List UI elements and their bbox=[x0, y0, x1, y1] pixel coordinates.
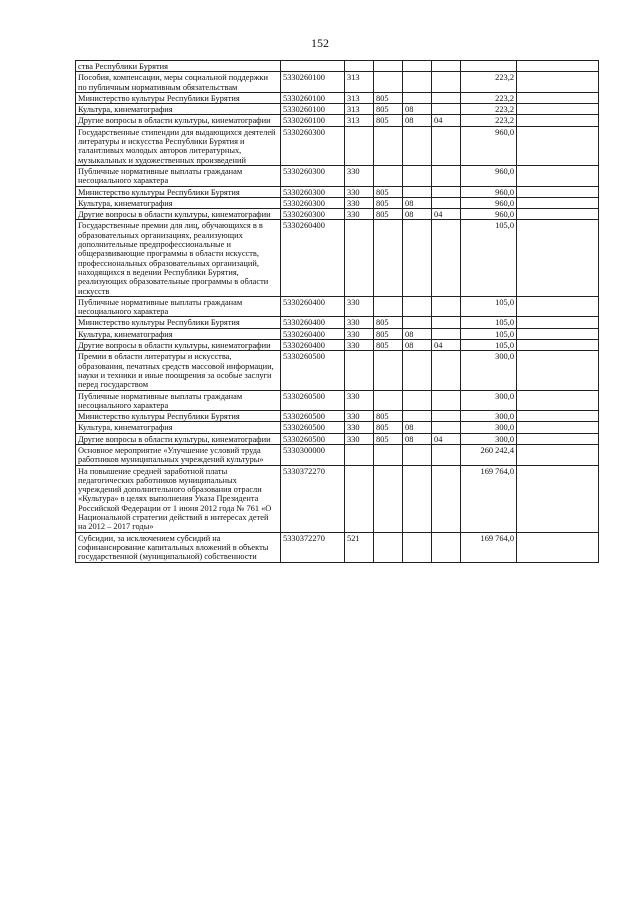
row-ministry-cell: 805 bbox=[374, 340, 403, 351]
row-amount-cell: 960,0 bbox=[461, 186, 517, 197]
row-subsection-cell bbox=[432, 444, 461, 465]
row-subsection-cell bbox=[432, 351, 461, 390]
row-subsection-cell bbox=[432, 296, 461, 317]
table-row bbox=[76, 72, 599, 93]
row-extra-cell bbox=[517, 61, 599, 72]
row-code-cell: 5330260100 bbox=[281, 72, 345, 93]
row-name-cell: ства Республики Бурятия bbox=[76, 61, 281, 72]
table-row bbox=[76, 411, 599, 422]
row-ministry-cell: 805 bbox=[374, 92, 403, 103]
table-row bbox=[76, 61, 599, 72]
table-row bbox=[76, 351, 599, 390]
row-subsection-cell bbox=[432, 317, 461, 328]
row-amount-cell: 169 764,0 bbox=[461, 532, 517, 562]
row-ministry-cell bbox=[374, 296, 403, 317]
row-code-cell: 5330260500 bbox=[281, 433, 345, 444]
row-amount-cell: 223,2 bbox=[461, 104, 517, 115]
row-expense-type-cell: 330 bbox=[345, 197, 374, 208]
row-expense-type-cell: 330 bbox=[345, 209, 374, 220]
row-code-cell bbox=[281, 61, 345, 72]
row-code-cell: 5330260300 bbox=[281, 209, 345, 220]
row-extra-cell bbox=[517, 209, 599, 220]
row-code-cell: 5330260400 bbox=[281, 340, 345, 351]
row-subsection-cell: 04 bbox=[432, 340, 461, 351]
row-code-cell: 5330300000 bbox=[281, 444, 345, 465]
row-ministry-cell bbox=[374, 61, 403, 72]
row-section-cell: 08 bbox=[403, 115, 432, 126]
row-name-cell: Государственные стипендии для выдающихся деятелей литературы и искусства Республики Бурятия и талантливых молодых авторов литературных, музыкальных и художественных произведений bbox=[76, 126, 281, 165]
row-amount-cell: 105,0 bbox=[461, 296, 517, 317]
row-code-cell: 5330260300 bbox=[281, 165, 345, 186]
row-code-cell: 5330260100 bbox=[281, 92, 345, 103]
row-expense-type-cell: 330 bbox=[345, 165, 374, 186]
row-ministry-cell: 805 bbox=[374, 433, 403, 444]
row-extra-cell bbox=[517, 220, 599, 296]
row-ministry-cell bbox=[374, 465, 403, 532]
row-ministry-cell: 805 bbox=[374, 411, 403, 422]
row-section-cell bbox=[403, 61, 432, 72]
row-extra-cell bbox=[517, 197, 599, 208]
row-code-cell: 5330260400 bbox=[281, 296, 345, 317]
row-amount-cell: 960,0 bbox=[461, 197, 517, 208]
row-subsection-cell bbox=[432, 220, 461, 296]
row-ministry-cell: 805 bbox=[374, 328, 403, 339]
row-subsection-cell: 04 bbox=[432, 209, 461, 220]
row-extra-cell bbox=[517, 433, 599, 444]
row-section-cell bbox=[403, 186, 432, 197]
row-subsection-cell bbox=[432, 532, 461, 562]
row-expense-type-cell bbox=[345, 61, 374, 72]
row-extra-cell bbox=[517, 115, 599, 126]
row-expense-type-cell: 313 bbox=[345, 92, 374, 103]
row-name-cell: Культура, кинематография bbox=[76, 104, 281, 115]
row-section-cell: 08 bbox=[403, 328, 432, 339]
row-name-cell: Министерство культуры Республики Бурятия bbox=[76, 92, 281, 103]
row-section-cell bbox=[403, 296, 432, 317]
row-section-cell bbox=[403, 532, 432, 562]
row-extra-cell bbox=[517, 104, 599, 115]
row-ministry-cell bbox=[374, 165, 403, 186]
row-name-cell: Другие вопросы в области культуры, кинематографии bbox=[76, 115, 281, 126]
row-amount-cell: 960,0 bbox=[461, 165, 517, 186]
row-extra-cell bbox=[517, 126, 599, 165]
row-amount-cell: 105,0 bbox=[461, 317, 517, 328]
row-name-cell: Премии в области литературы и искусства, образования, печатных средств массовой информации, науки и техники и иные поощрения за особые заслуги перед государством bbox=[76, 351, 281, 390]
row-section-cell: 08 bbox=[403, 433, 432, 444]
row-name-cell: Министерство культуры Республики Бурятия bbox=[76, 411, 281, 422]
row-section-cell: 08 bbox=[403, 340, 432, 351]
row-expense-type-cell: 313 bbox=[345, 72, 374, 93]
row-section-cell bbox=[403, 220, 432, 296]
row-name-cell: Публичные нормативные выплаты гражданам несоциального характера bbox=[76, 165, 281, 186]
row-section-cell bbox=[403, 92, 432, 103]
table-row bbox=[76, 532, 599, 562]
row-amount-cell: 105,0 bbox=[461, 220, 517, 296]
row-section-cell bbox=[403, 465, 432, 532]
row-ministry-cell bbox=[374, 126, 403, 165]
row-expense-type-cell bbox=[345, 220, 374, 296]
row-extra-cell bbox=[517, 465, 599, 532]
row-ministry-cell bbox=[374, 72, 403, 93]
table-row bbox=[76, 340, 599, 351]
row-extra-cell bbox=[517, 444, 599, 465]
row-section-cell bbox=[403, 72, 432, 93]
row-section-cell bbox=[403, 390, 432, 411]
row-name-cell: Культура, кинематография bbox=[76, 197, 281, 208]
row-name-cell: Другие вопросы в области культуры, кинематографии bbox=[76, 209, 281, 220]
row-ministry-cell bbox=[374, 532, 403, 562]
row-subsection-cell bbox=[432, 72, 461, 93]
row-expense-type-cell: 330 bbox=[345, 422, 374, 433]
row-subsection-cell bbox=[432, 61, 461, 72]
row-expense-type-cell: 330 bbox=[345, 328, 374, 339]
row-section-cell: 08 bbox=[403, 104, 432, 115]
table-row bbox=[76, 465, 599, 532]
row-section-cell bbox=[403, 165, 432, 186]
row-ministry-cell: 805 bbox=[374, 209, 403, 220]
row-name-cell: Культура, кинематография bbox=[76, 422, 281, 433]
row-extra-cell bbox=[517, 532, 599, 562]
row-name-cell: Субсидии, за исключением субсидий на софинансирование капитальных вложений в объекты государственной (муниципальной) собственности bbox=[76, 532, 281, 562]
row-amount-cell: 105,0 bbox=[461, 340, 517, 351]
row-amount-cell: 300,0 bbox=[461, 351, 517, 390]
row-subsection-cell bbox=[432, 422, 461, 433]
row-code-cell: 5330260100 bbox=[281, 104, 345, 115]
row-name-cell: Публичные нормативные выплаты гражданам несоциального характера bbox=[76, 296, 281, 317]
row-extra-cell bbox=[517, 422, 599, 433]
table-row bbox=[76, 186, 599, 197]
row-section-cell bbox=[403, 126, 432, 165]
row-ministry-cell bbox=[374, 351, 403, 390]
row-expense-type-cell: 330 bbox=[345, 296, 374, 317]
row-subsection-cell bbox=[432, 104, 461, 115]
row-subsection-cell bbox=[432, 328, 461, 339]
row-ministry-cell: 805 bbox=[374, 197, 403, 208]
row-name-cell: Другие вопросы в области культуры, кинематографии bbox=[76, 433, 281, 444]
row-code-cell: 5330260400 bbox=[281, 328, 345, 339]
row-section-cell: 08 bbox=[403, 422, 432, 433]
table-row bbox=[76, 317, 599, 328]
row-name-cell: Основное мероприятие «Улучшение условий труда работников муниципальных учреждений культуры» bbox=[76, 444, 281, 465]
table-body bbox=[76, 61, 599, 563]
page-number: 152 bbox=[311, 36, 329, 50]
row-ministry-cell bbox=[374, 390, 403, 411]
row-expense-type-cell: 313 bbox=[345, 115, 374, 126]
table-row bbox=[76, 422, 599, 433]
table-row bbox=[76, 390, 599, 411]
table-row bbox=[76, 165, 599, 186]
row-extra-cell bbox=[517, 72, 599, 93]
row-expense-type-cell: 330 bbox=[345, 317, 374, 328]
row-name-cell: Публичные нормативные выплаты гражданам несоциального характера bbox=[76, 390, 281, 411]
row-section-cell bbox=[403, 351, 432, 390]
row-expense-type-cell: 313 bbox=[345, 104, 374, 115]
table-row bbox=[76, 92, 599, 103]
row-subsection-cell bbox=[432, 411, 461, 422]
row-amount-cell: 169 764,0 bbox=[461, 465, 517, 532]
row-extra-cell bbox=[517, 390, 599, 411]
row-amount-cell: 300,0 bbox=[461, 422, 517, 433]
row-amount-cell: 960,0 bbox=[461, 126, 517, 165]
row-amount-cell: 223,2 bbox=[461, 115, 517, 126]
row-amount-cell: 223,2 bbox=[461, 72, 517, 93]
row-extra-cell bbox=[517, 186, 599, 197]
row-section-cell bbox=[403, 317, 432, 328]
table-row bbox=[76, 115, 599, 126]
row-expense-type-cell bbox=[345, 465, 374, 532]
row-expense-type-cell: 330 bbox=[345, 433, 374, 444]
row-name-cell: Другие вопросы в области культуры, кинематографии bbox=[76, 340, 281, 351]
row-code-cell: 5330260300 bbox=[281, 186, 345, 197]
row-expense-type-cell: 330 bbox=[345, 340, 374, 351]
row-name-cell: Министерство культуры Республики Бурятия bbox=[76, 186, 281, 197]
row-expense-type-cell: 330 bbox=[345, 390, 374, 411]
row-subsection-cell bbox=[432, 465, 461, 532]
row-amount-cell: 260 242,4 bbox=[461, 444, 517, 465]
row-ministry-cell bbox=[374, 444, 403, 465]
row-subsection-cell bbox=[432, 126, 461, 165]
row-subsection-cell bbox=[432, 165, 461, 186]
row-extra-cell bbox=[517, 411, 599, 422]
row-ministry-cell: 805 bbox=[374, 186, 403, 197]
row-expense-type-cell bbox=[345, 351, 374, 390]
row-ministry-cell: 805 bbox=[374, 104, 403, 115]
row-extra-cell bbox=[517, 296, 599, 317]
table-row bbox=[76, 104, 599, 115]
row-code-cell: 5330260100 bbox=[281, 115, 345, 126]
row-subsection-cell bbox=[432, 186, 461, 197]
row-code-cell: 5330260500 bbox=[281, 411, 345, 422]
row-extra-cell bbox=[517, 351, 599, 390]
row-expense-type-cell: 330 bbox=[345, 411, 374, 422]
row-name-cell: На повышение средней заработной платы педагогических работников муниципальных учреждений дополнительного образования отрасли «Культура» в целях выполнения Указа Президента Российской Федерации от 1 июня 2012 года № 761 «О Национальной стратегии действий в интересах детей на 2012 – 2017 годы» bbox=[76, 465, 281, 532]
row-section-cell bbox=[403, 444, 432, 465]
row-name-cell: Культура, кинематография bbox=[76, 328, 281, 339]
table-row bbox=[76, 444, 599, 465]
row-section-cell: 08 bbox=[403, 197, 432, 208]
row-subsection-cell: 04 bbox=[432, 433, 461, 444]
row-code-cell: 5330260300 bbox=[281, 197, 345, 208]
row-name-cell: Государственные премии для лиц, обучающихся в в образовательных организациях, реализующих дополнительные предпрофессиональные и общеразвивающие программы в области искусств, профессиональных образовательных организаций, находящихся в ведении Республики Бурятия, реализующих образовательные программы в области искусств bbox=[76, 220, 281, 296]
row-amount-cell: 300,0 bbox=[461, 390, 517, 411]
row-section-cell bbox=[403, 411, 432, 422]
table-row bbox=[76, 296, 599, 317]
row-name-cell: Пособия, компенсации, меры социальной поддержки по публичным нормативным обязательствам bbox=[76, 72, 281, 93]
budget-table bbox=[75, 60, 599, 563]
row-ministry-cell bbox=[374, 220, 403, 296]
row-amount-cell: 960,0 bbox=[461, 209, 517, 220]
row-expense-type-cell bbox=[345, 444, 374, 465]
row-code-cell: 5330260300 bbox=[281, 126, 345, 165]
row-extra-cell bbox=[517, 340, 599, 351]
row-amount-cell: 223,2 bbox=[461, 92, 517, 103]
row-code-cell: 5330260500 bbox=[281, 422, 345, 433]
row-ministry-cell: 805 bbox=[374, 317, 403, 328]
row-amount-cell bbox=[461, 61, 517, 72]
row-subsection-cell bbox=[432, 390, 461, 411]
row-subsection-cell bbox=[432, 92, 461, 103]
row-code-cell: 5330372270 bbox=[281, 532, 345, 562]
row-code-cell: 5330260400 bbox=[281, 317, 345, 328]
row-code-cell: 5330372270 bbox=[281, 465, 345, 532]
row-expense-type-cell: 521 bbox=[345, 532, 374, 562]
table-row bbox=[76, 328, 599, 339]
row-amount-cell: 300,0 bbox=[461, 433, 517, 444]
table-row bbox=[76, 197, 599, 208]
row-extra-cell bbox=[517, 317, 599, 328]
table-row bbox=[76, 433, 599, 444]
row-extra-cell bbox=[517, 92, 599, 103]
row-extra-cell bbox=[517, 328, 599, 339]
row-expense-type-cell: 330 bbox=[345, 186, 374, 197]
row-subsection-cell bbox=[432, 197, 461, 208]
row-code-cell: 5330260500 bbox=[281, 351, 345, 390]
row-amount-cell: 105,0 bbox=[461, 328, 517, 339]
row-subsection-cell: 04 bbox=[432, 115, 461, 126]
row-expense-type-cell bbox=[345, 126, 374, 165]
row-extra-cell bbox=[517, 165, 599, 186]
row-ministry-cell: 805 bbox=[374, 115, 403, 126]
table-row bbox=[76, 220, 599, 296]
table-row bbox=[76, 126, 599, 165]
row-ministry-cell: 805 bbox=[374, 422, 403, 433]
row-code-cell: 5330260400 bbox=[281, 220, 345, 296]
row-section-cell: 08 bbox=[403, 209, 432, 220]
row-code-cell: 5330260500 bbox=[281, 390, 345, 411]
row-amount-cell: 300,0 bbox=[461, 411, 517, 422]
table-row bbox=[76, 209, 599, 220]
row-name-cell: Министерство культуры Республики Бурятия bbox=[76, 317, 281, 328]
